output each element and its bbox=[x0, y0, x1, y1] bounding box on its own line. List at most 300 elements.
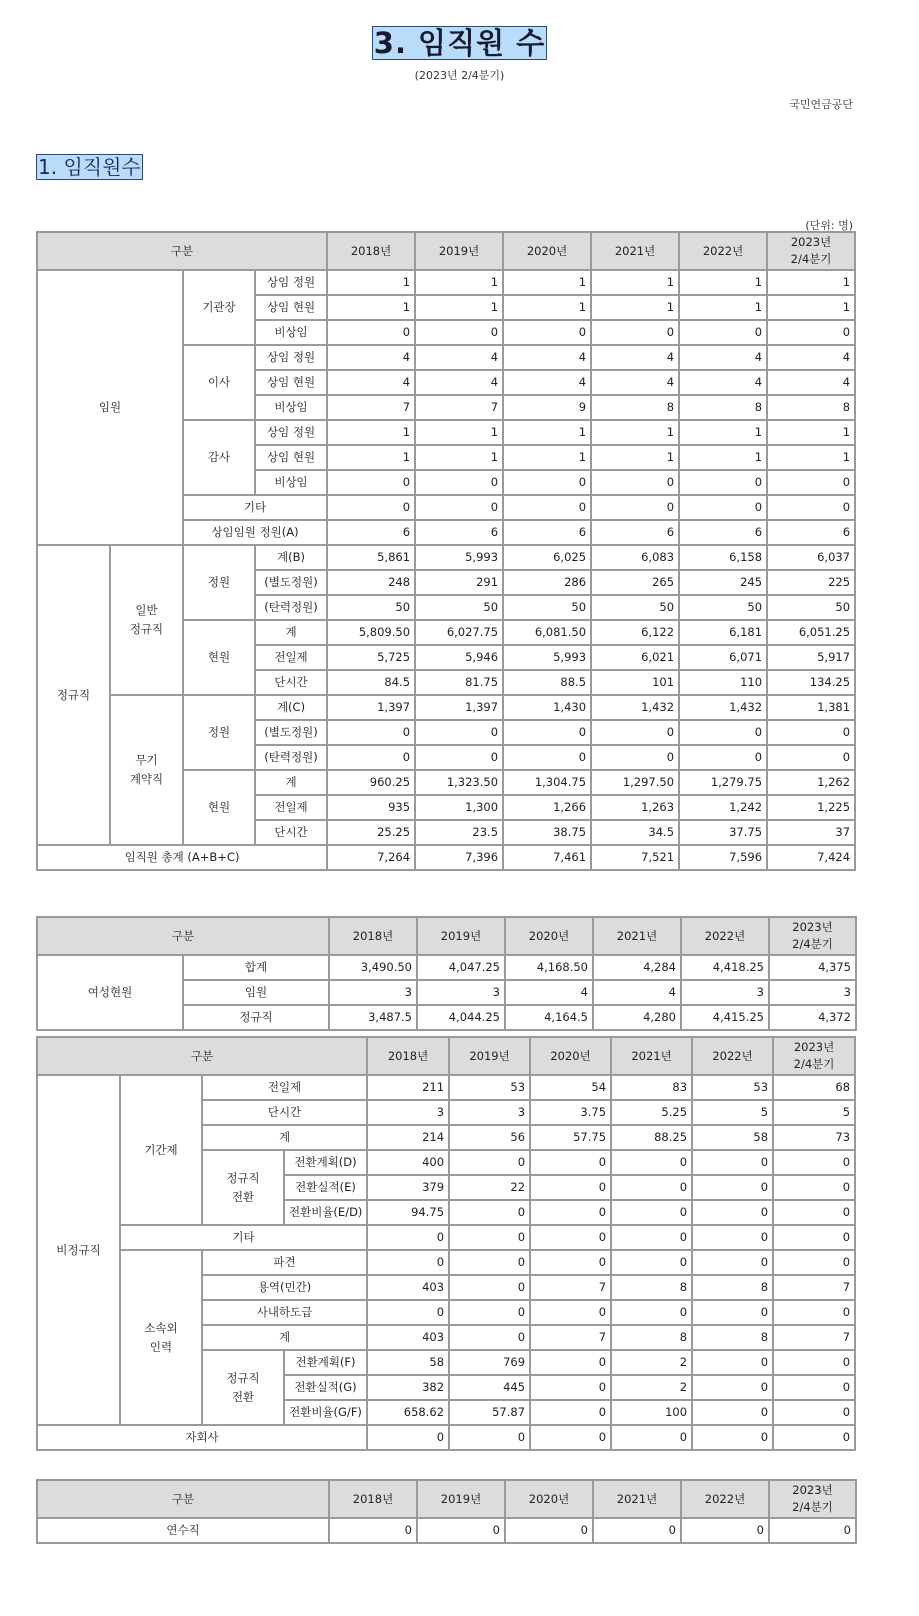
table-row bbox=[37, 1225, 855, 1250]
value-cell: 6,081.50 bbox=[503, 620, 591, 645]
value-cell: 0 bbox=[327, 320, 415, 345]
row-label: 계 bbox=[202, 1325, 367, 1350]
value-cell: 50 bbox=[503, 595, 591, 620]
header-year: 2022년 bbox=[681, 917, 769, 955]
value-cell: 1,323.50 bbox=[415, 770, 503, 795]
value-cell: 1 bbox=[591, 270, 679, 295]
value-cell: 58 bbox=[692, 1125, 773, 1150]
value-cell: 5 bbox=[773, 1100, 855, 1125]
row-label: (탄력정원) bbox=[255, 595, 327, 620]
header-year: 2019년 bbox=[449, 1037, 530, 1075]
table-row bbox=[37, 270, 855, 295]
value-cell: 0 bbox=[530, 1200, 611, 1225]
value-cell: 0 bbox=[327, 495, 415, 520]
female-staff-table bbox=[36, 916, 857, 1031]
row-label: 전환비율(E/D) bbox=[284, 1200, 367, 1225]
value-cell: 0 bbox=[503, 745, 591, 770]
value-cell: 50 bbox=[679, 595, 767, 620]
value-cell: 1,242 bbox=[679, 795, 767, 820]
value-cell: 8 bbox=[591, 395, 679, 420]
subgroup-label: 기간제 bbox=[120, 1075, 202, 1225]
value-cell: 0 bbox=[449, 1275, 530, 1300]
value-cell: 211 bbox=[367, 1075, 449, 1100]
header-year: 2018년 bbox=[329, 917, 417, 955]
value-cell: 83 bbox=[611, 1075, 692, 1100]
row-label: 전일제 bbox=[202, 1075, 367, 1100]
value-cell: 1,430 bbox=[503, 695, 591, 720]
value-cell: 0 bbox=[530, 1425, 611, 1450]
value-cell: 1,432 bbox=[679, 695, 767, 720]
value-cell: 37.75 bbox=[679, 820, 767, 845]
value-cell: 6,071 bbox=[679, 645, 767, 670]
subgroup-label: 현원 bbox=[183, 620, 255, 695]
row-label: 상임 정원 bbox=[255, 270, 327, 295]
group-regular: 정규직 bbox=[37, 545, 110, 845]
value-cell: 1,300 bbox=[415, 795, 503, 820]
value-cell: 0 bbox=[449, 1200, 530, 1225]
value-cell: 0 bbox=[530, 1250, 611, 1275]
value-cell: 0 bbox=[692, 1250, 773, 1275]
value-cell: 445 bbox=[449, 1375, 530, 1400]
value-cell: 0 bbox=[367, 1425, 449, 1450]
value-cell: 245 bbox=[679, 570, 767, 595]
header-year: 2019년 bbox=[415, 232, 503, 270]
row-label: 임원 bbox=[183, 980, 329, 1005]
value-cell: 4 bbox=[591, 370, 679, 395]
subgroup-label: 감사 bbox=[183, 420, 255, 495]
value-cell: 0 bbox=[530, 1400, 611, 1425]
value-cell: 4 bbox=[591, 345, 679, 370]
value-cell: 7 bbox=[530, 1275, 611, 1300]
value-cell: 225 bbox=[767, 570, 855, 595]
value-cell: 4 bbox=[767, 345, 855, 370]
value-cell: 7 bbox=[327, 395, 415, 420]
row-label: 상임 정원 bbox=[255, 345, 327, 370]
header-year: 2021년 bbox=[591, 232, 679, 270]
value-cell: 6 bbox=[767, 520, 855, 545]
value-cell: 0 bbox=[611, 1200, 692, 1225]
value-cell: 6 bbox=[503, 520, 591, 545]
row-label: 연수직 bbox=[37, 1518, 329, 1543]
value-cell: 7,424 bbox=[767, 845, 855, 870]
value-cell: 4 bbox=[415, 345, 503, 370]
value-cell: 0 bbox=[679, 720, 767, 745]
row-label: 상임임원 정원(A) bbox=[183, 520, 327, 545]
value-cell: 0 bbox=[692, 1425, 773, 1450]
value-cell: 4 bbox=[679, 345, 767, 370]
table-header-row bbox=[37, 917, 856, 955]
value-cell: 0 bbox=[692, 1375, 773, 1400]
subgroup-label: 정규직 전환 bbox=[202, 1150, 284, 1225]
table-row bbox=[37, 545, 855, 570]
value-cell: 94.75 bbox=[367, 1200, 449, 1225]
value-cell: 34.5 bbox=[591, 820, 679, 845]
value-cell: 8 bbox=[611, 1325, 692, 1350]
row-label: 계 bbox=[255, 620, 327, 645]
value-cell: 1,304.75 bbox=[503, 770, 591, 795]
value-cell: 0 bbox=[327, 470, 415, 495]
value-cell: 0 bbox=[767, 320, 855, 345]
header-year: 2018년 bbox=[367, 1037, 449, 1075]
value-cell: 379 bbox=[367, 1175, 449, 1200]
table-row bbox=[37, 845, 855, 870]
value-cell: 0 bbox=[503, 320, 591, 345]
header-year: 2022년 bbox=[681, 1480, 769, 1518]
header-year: 2018년 bbox=[327, 232, 415, 270]
value-cell: 73 bbox=[773, 1125, 855, 1150]
value-cell: 1,432 bbox=[591, 695, 679, 720]
header-category: 구분 bbox=[37, 917, 329, 955]
value-cell: 0 bbox=[679, 320, 767, 345]
value-cell: 4 bbox=[503, 345, 591, 370]
row-label: 계 bbox=[255, 770, 327, 795]
row-label: 파견 bbox=[202, 1250, 367, 1275]
value-cell: 88.25 bbox=[611, 1125, 692, 1150]
value-cell: 6,181 bbox=[679, 620, 767, 645]
value-cell: 2 bbox=[611, 1350, 692, 1375]
value-cell: 0 bbox=[773, 1400, 855, 1425]
value-cell: 3 bbox=[449, 1100, 530, 1125]
value-cell: 0 bbox=[449, 1250, 530, 1275]
row-label: 비상임 bbox=[255, 320, 327, 345]
value-cell: 0 bbox=[593, 1518, 681, 1543]
value-cell: 0 bbox=[329, 1518, 417, 1543]
value-cell: 6,021 bbox=[591, 645, 679, 670]
subgroup-label: 기관장 bbox=[183, 270, 255, 345]
value-cell: 5,946 bbox=[415, 645, 503, 670]
value-cell: 50 bbox=[767, 595, 855, 620]
value-cell: 5,809.50 bbox=[327, 620, 415, 645]
value-cell: 0 bbox=[503, 495, 591, 520]
row-label: 용역(민간) bbox=[202, 1275, 367, 1300]
value-cell: 0 bbox=[415, 320, 503, 345]
value-cell: 0 bbox=[773, 1225, 855, 1250]
row-label: 단시간 bbox=[255, 820, 327, 845]
value-cell: 3,487.5 bbox=[329, 1005, 417, 1030]
table-row bbox=[37, 1250, 855, 1275]
row-label: 비상임 bbox=[255, 395, 327, 420]
value-cell: 382 bbox=[367, 1375, 449, 1400]
value-cell: 4 bbox=[327, 370, 415, 395]
value-cell: 0 bbox=[449, 1325, 530, 1350]
header-year: 2020년 bbox=[505, 1480, 593, 1518]
value-cell: 7 bbox=[415, 395, 503, 420]
subgroup-label: 현원 bbox=[183, 770, 255, 845]
row-label: 기타 bbox=[183, 495, 327, 520]
value-cell: 0 bbox=[505, 1518, 593, 1543]
value-cell: 0 bbox=[611, 1425, 692, 1450]
header-category: 구분 bbox=[37, 1037, 367, 1075]
value-cell: 6 bbox=[415, 520, 503, 545]
value-cell: 0 bbox=[767, 470, 855, 495]
value-cell: 1 bbox=[415, 420, 503, 445]
row-label: 상임 현원 bbox=[255, 295, 327, 320]
value-cell: 101 bbox=[591, 670, 679, 695]
value-cell: 0 bbox=[417, 1518, 505, 1543]
value-cell: 1 bbox=[503, 445, 591, 470]
value-cell: 84.5 bbox=[327, 670, 415, 695]
value-cell: 8 bbox=[692, 1275, 773, 1300]
value-cell: 50 bbox=[591, 595, 679, 620]
value-cell: 8 bbox=[679, 395, 767, 420]
row-label: 계 bbox=[202, 1125, 367, 1150]
value-cell: 0 bbox=[415, 720, 503, 745]
value-cell: 0 bbox=[681, 1518, 769, 1543]
value-cell: 0 bbox=[415, 495, 503, 520]
value-cell: 1 bbox=[327, 420, 415, 445]
value-cell: 214 bbox=[367, 1125, 449, 1150]
value-cell: 0 bbox=[773, 1150, 855, 1175]
value-cell: 37 bbox=[767, 820, 855, 845]
value-cell: 1,225 bbox=[767, 795, 855, 820]
value-cell: 57.75 bbox=[530, 1125, 611, 1150]
value-cell: 1,262 bbox=[767, 770, 855, 795]
value-cell: 0 bbox=[530, 1225, 611, 1250]
value-cell: 0 bbox=[692, 1150, 773, 1175]
value-cell: 0 bbox=[692, 1175, 773, 1200]
row-label: 전환계획(D) bbox=[284, 1150, 367, 1175]
table-row bbox=[37, 955, 856, 980]
row-label: 전환비율(G/F) bbox=[284, 1400, 367, 1425]
header-year: 2020년 bbox=[505, 917, 593, 955]
value-cell: 0 bbox=[773, 1175, 855, 1200]
value-cell: 0 bbox=[679, 495, 767, 520]
header-year: 2019년 bbox=[417, 1480, 505, 1518]
value-cell: 4 bbox=[679, 370, 767, 395]
value-cell: 1,266 bbox=[503, 795, 591, 820]
value-cell: 0 bbox=[692, 1225, 773, 1250]
value-cell: 0 bbox=[773, 1425, 855, 1450]
row-label: 비상임 bbox=[255, 470, 327, 495]
value-cell: 0 bbox=[530, 1150, 611, 1175]
value-cell: 54 bbox=[530, 1075, 611, 1100]
header-year-current: 2023년 2/4분기 bbox=[773, 1037, 855, 1075]
value-cell: 5.25 bbox=[611, 1100, 692, 1125]
value-cell: 1 bbox=[767, 420, 855, 445]
value-cell: 403 bbox=[367, 1275, 449, 1300]
value-cell: 0 bbox=[611, 1300, 692, 1325]
value-cell: 1 bbox=[327, 270, 415, 295]
value-cell: 4,284 bbox=[593, 955, 681, 980]
staff-table bbox=[36, 231, 856, 871]
value-cell: 0 bbox=[449, 1300, 530, 1325]
value-cell: 0 bbox=[767, 745, 855, 770]
value-cell: 1 bbox=[679, 295, 767, 320]
value-cell: 6 bbox=[679, 520, 767, 545]
value-cell: 0 bbox=[415, 470, 503, 495]
value-cell: 25.25 bbox=[327, 820, 415, 845]
unit-label: (단위: 명) bbox=[805, 219, 853, 232]
value-cell: 1 bbox=[503, 420, 591, 445]
value-cell: 8 bbox=[692, 1325, 773, 1350]
value-cell: 1,397 bbox=[327, 695, 415, 720]
value-cell: 22 bbox=[449, 1175, 530, 1200]
value-cell: 0 bbox=[679, 745, 767, 770]
header-year: 2021년 bbox=[593, 1480, 681, 1518]
value-cell: 6,083 bbox=[591, 545, 679, 570]
value-cell: 7 bbox=[773, 1275, 855, 1300]
row-label: 전환계획(F) bbox=[284, 1350, 367, 1375]
value-cell: 7,264 bbox=[327, 845, 415, 870]
value-cell: 935 bbox=[327, 795, 415, 820]
header-year: 2021년 bbox=[593, 917, 681, 955]
value-cell: 0 bbox=[367, 1225, 449, 1250]
value-cell: 0 bbox=[611, 1175, 692, 1200]
value-cell: 0 bbox=[449, 1150, 530, 1175]
value-cell: 0 bbox=[503, 470, 591, 495]
value-cell: 5,993 bbox=[503, 645, 591, 670]
value-cell: 57.87 bbox=[449, 1400, 530, 1425]
row-label: 자회사 bbox=[37, 1425, 367, 1450]
value-cell: 3.75 bbox=[530, 1100, 611, 1125]
subgroup-label: 정원 bbox=[183, 695, 255, 770]
value-cell: 3 bbox=[769, 980, 856, 1005]
value-cell: 1,279.75 bbox=[679, 770, 767, 795]
value-cell: 8 bbox=[767, 395, 855, 420]
row-label: 단시간 bbox=[202, 1100, 367, 1125]
value-cell: 0 bbox=[769, 1518, 856, 1543]
value-cell: 7,461 bbox=[503, 845, 591, 870]
non-regular-table bbox=[36, 1036, 856, 1451]
value-cell: 3 bbox=[367, 1100, 449, 1125]
row-label: 전일제 bbox=[255, 795, 327, 820]
value-cell: 1 bbox=[415, 295, 503, 320]
subgroup-label: 정원 bbox=[183, 545, 255, 620]
subgroup-label: 이사 bbox=[183, 345, 255, 420]
value-cell: 0 bbox=[503, 720, 591, 745]
value-cell: 5,861 bbox=[327, 545, 415, 570]
value-cell: 4,372 bbox=[769, 1005, 856, 1030]
header-year: 2019년 bbox=[417, 917, 505, 955]
value-cell: 1,381 bbox=[767, 695, 855, 720]
value-cell: 0 bbox=[692, 1350, 773, 1375]
header-year-current: 2023년 2/4분기 bbox=[769, 917, 856, 955]
table-header-row bbox=[37, 232, 855, 270]
value-cell: 6,027.75 bbox=[415, 620, 503, 645]
group-female: 여성현원 bbox=[37, 955, 183, 1030]
value-cell: 0 bbox=[367, 1250, 449, 1275]
value-cell: 1 bbox=[767, 295, 855, 320]
value-cell: 1 bbox=[415, 445, 503, 470]
trainee-table bbox=[36, 1479, 857, 1544]
table-header-row bbox=[37, 1037, 855, 1075]
row-label: 전환실적(G) bbox=[284, 1375, 367, 1400]
value-cell: 0 bbox=[773, 1200, 855, 1225]
value-cell: 0 bbox=[327, 745, 415, 770]
row-label: (별도정원) bbox=[255, 720, 327, 745]
value-cell: 7,521 bbox=[591, 845, 679, 870]
value-cell: 110 bbox=[679, 670, 767, 695]
header-year: 2022년 bbox=[679, 232, 767, 270]
row-label: 상임 정원 bbox=[255, 420, 327, 445]
value-cell: 0 bbox=[591, 495, 679, 520]
value-cell: 0 bbox=[767, 720, 855, 745]
value-cell: 1 bbox=[415, 270, 503, 295]
value-cell: 0 bbox=[611, 1225, 692, 1250]
value-cell: 286 bbox=[503, 570, 591, 595]
value-cell: 5,993 bbox=[415, 545, 503, 570]
value-cell: 6 bbox=[327, 520, 415, 545]
header-year-current: 2023년 2/4분기 bbox=[767, 232, 855, 270]
value-cell: 1 bbox=[503, 270, 591, 295]
subgroup-label: 일반 정규직 bbox=[110, 545, 183, 695]
value-cell: 0 bbox=[692, 1400, 773, 1425]
row-label: 기타 bbox=[120, 1225, 367, 1250]
subgroup-label: 소속외 인력 bbox=[120, 1250, 202, 1425]
page-subtitle: (2023년 2/4분기) bbox=[414, 69, 505, 82]
value-cell: 6,037 bbox=[767, 545, 855, 570]
value-cell: 134.25 bbox=[767, 670, 855, 695]
value-cell: 4 bbox=[503, 370, 591, 395]
value-cell: 6,122 bbox=[591, 620, 679, 645]
value-cell: 4 bbox=[327, 345, 415, 370]
value-cell: 1 bbox=[503, 295, 591, 320]
subgroup-label: 정규직 전환 bbox=[202, 1350, 284, 1425]
value-cell: 769 bbox=[449, 1350, 530, 1375]
group-executives: 임원 bbox=[37, 270, 183, 545]
value-cell: 58 bbox=[367, 1350, 449, 1375]
value-cell: 4,415.25 bbox=[681, 1005, 769, 1030]
value-cell: 6,158 bbox=[679, 545, 767, 570]
row-label: 전환실적(E) bbox=[284, 1175, 367, 1200]
value-cell: 1 bbox=[327, 295, 415, 320]
row-label: 전일제 bbox=[255, 645, 327, 670]
value-cell: 6 bbox=[591, 520, 679, 545]
table-row bbox=[37, 1518, 856, 1543]
value-cell: 81.75 bbox=[415, 670, 503, 695]
value-cell: 4 bbox=[593, 980, 681, 1005]
value-cell: 400 bbox=[367, 1150, 449, 1175]
value-cell: 0 bbox=[591, 720, 679, 745]
value-cell: 8 bbox=[611, 1275, 692, 1300]
value-cell: 0 bbox=[679, 470, 767, 495]
value-cell: 50 bbox=[327, 595, 415, 620]
value-cell: 960.25 bbox=[327, 770, 415, 795]
value-cell: 88.5 bbox=[503, 670, 591, 695]
header-category: 구분 bbox=[37, 232, 327, 270]
value-cell: 5,917 bbox=[767, 645, 855, 670]
value-cell: 1 bbox=[327, 445, 415, 470]
header-year: 2020년 bbox=[503, 232, 591, 270]
section-title: 1. 임직원수 bbox=[38, 155, 141, 179]
table-header-row bbox=[37, 1480, 856, 1518]
value-cell: 56 bbox=[449, 1125, 530, 1150]
value-cell: 4,280 bbox=[593, 1005, 681, 1030]
value-cell: 1 bbox=[767, 270, 855, 295]
value-cell: 53 bbox=[449, 1075, 530, 1100]
value-cell: 9 bbox=[503, 395, 591, 420]
row-label: 정규직 bbox=[183, 1005, 329, 1030]
value-cell: 38.75 bbox=[503, 820, 591, 845]
table-row bbox=[37, 695, 855, 720]
value-cell: 0 bbox=[591, 745, 679, 770]
value-cell: 7,396 bbox=[415, 845, 503, 870]
value-cell: 4 bbox=[767, 370, 855, 395]
value-cell: 0 bbox=[773, 1300, 855, 1325]
value-cell: 3 bbox=[417, 980, 505, 1005]
value-cell: 248 bbox=[327, 570, 415, 595]
header-year: 2022년 bbox=[692, 1037, 773, 1075]
subgroup-label: 무기 계약직 bbox=[110, 695, 183, 845]
value-cell: 53 bbox=[692, 1075, 773, 1100]
value-cell: 0 bbox=[530, 1300, 611, 1325]
value-cell: 3 bbox=[681, 980, 769, 1005]
value-cell: 5,725 bbox=[327, 645, 415, 670]
value-cell: 0 bbox=[591, 320, 679, 345]
value-cell: 5 bbox=[692, 1100, 773, 1125]
value-cell: 23.5 bbox=[415, 820, 503, 845]
row-label: 계(C) bbox=[255, 695, 327, 720]
